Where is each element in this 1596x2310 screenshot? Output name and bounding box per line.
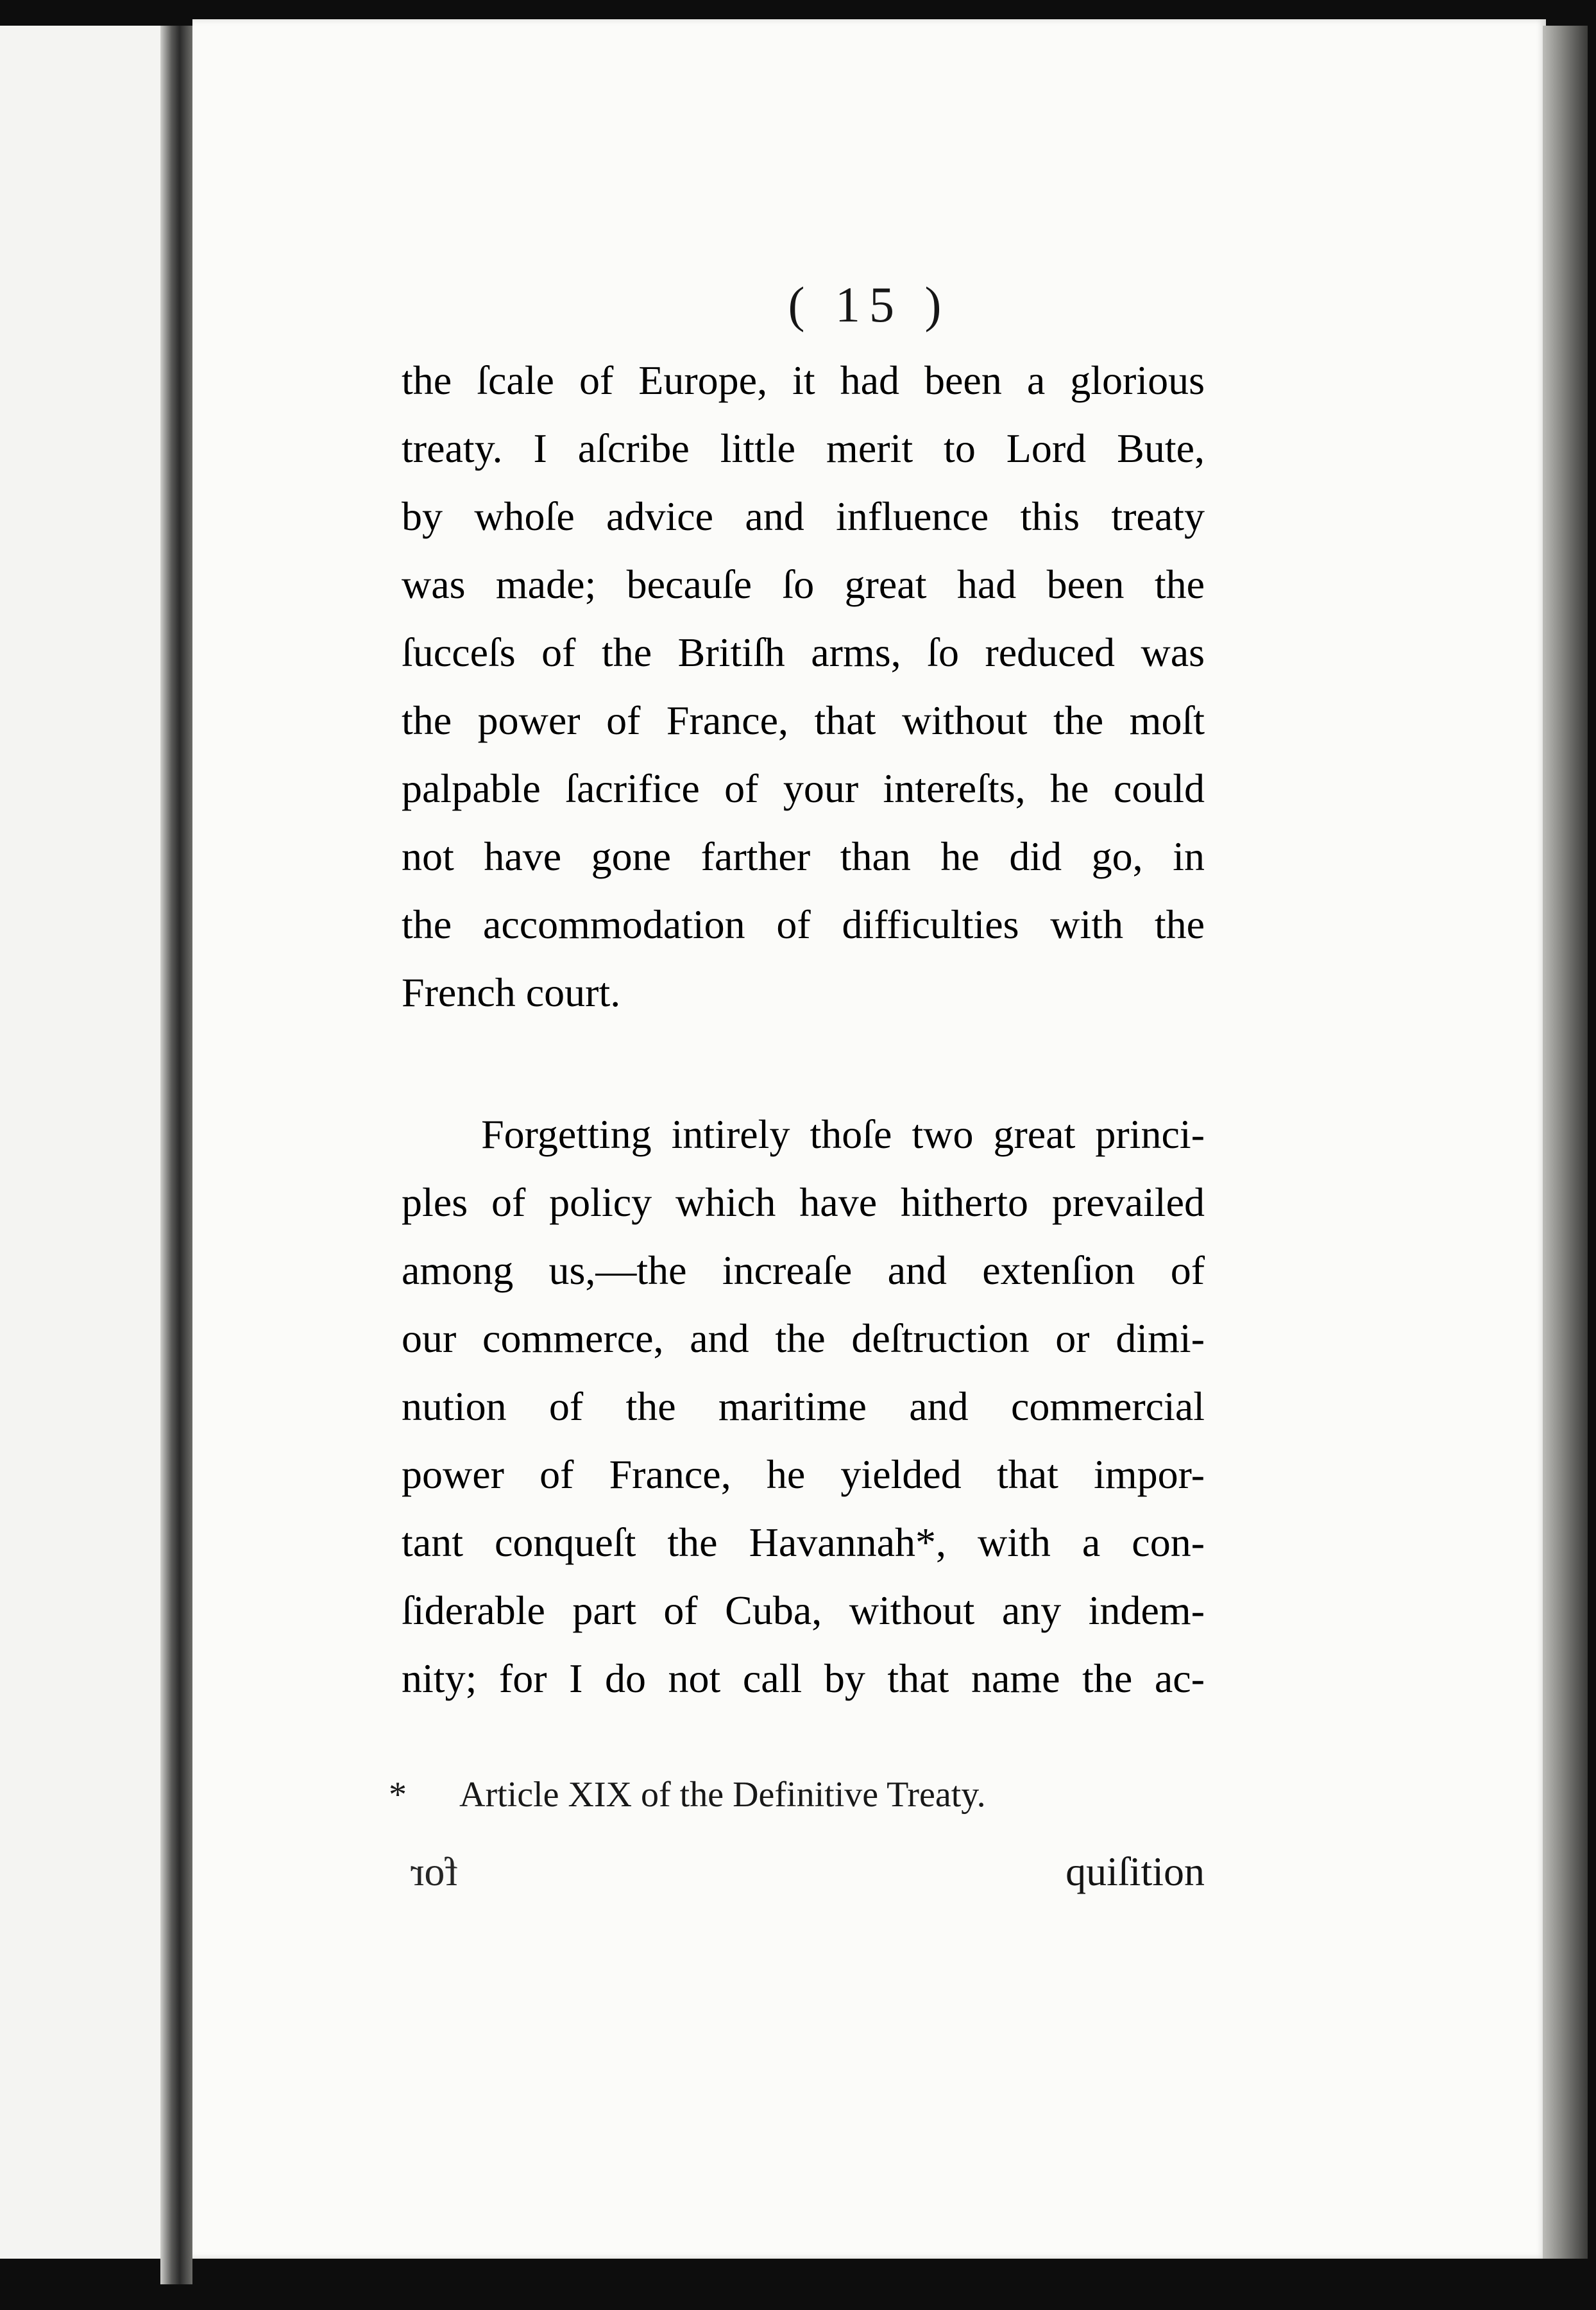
- text-line: treaty. I aſcribe little merit to Lord Bute,: [402, 425, 1205, 471]
- footnote: [389, 1774, 1094, 1815]
- text-line: palpable ſacrifice of your intereſts, he could: [402, 766, 1205, 811]
- book-gutter: [160, 26, 192, 2284]
- footnote-text: Article XIX of the Definitive Treaty.: [459, 1775, 986, 1815]
- text-line: our commerce, and the deſtruction or dimi-: [402, 1315, 1205, 1361]
- text-line: power of France, he yielded that impor-: [402, 1451, 1205, 1497]
- text-line: by whoſe advice and influence this treaty: [402, 493, 1205, 539]
- text-line: nity; for I do not call by that name the ac-: [402, 1656, 1205, 1701]
- bleed-through-text: for: [411, 1849, 459, 1894]
- text-line: French court.: [402, 970, 621, 1015]
- catchword: quiſition: [1065, 1849, 1205, 1894]
- text-line: tant conqueſt the Havannah*, with a con-: [402, 1519, 1205, 1565]
- text-line: ſiderable part of Cuba, without any indem-: [402, 1587, 1205, 1633]
- text-line: Forgetting intirely thoſe two great princi-: [402, 1111, 1205, 1157]
- page-fore-edge: [1543, 26, 1588, 2259]
- page-number: ( 15 ): [788, 277, 951, 332]
- facing-page-edge: [0, 26, 160, 2259]
- text-line: not have gone farther than he did go, in: [402, 834, 1205, 879]
- text-line: nution of the maritime and commercial: [402, 1383, 1205, 1429]
- paragraph-1: [402, 346, 1205, 1027]
- text-line: ſucceſs of the Britiſh arms, ſo reduced was: [402, 629, 1205, 675]
- text-line: the power of France, that without the moſt: [402, 697, 1205, 743]
- text-line: the ſcale of Europe, it had been a glorious: [402, 357, 1205, 403]
- text-line: the accommodation of difficulties with the: [402, 902, 1205, 947]
- text-line: was made; becauſe ſo great had been the: [402, 561, 1205, 607]
- footnote-mark: *: [389, 1775, 407, 1815]
- text-line: among us,—the increaſe and extenſion of: [402, 1247, 1205, 1293]
- paragraph-2: [402, 1100, 1205, 1713]
- text-line: ples of policy which have hitherto prevailed: [402, 1179, 1205, 1225]
